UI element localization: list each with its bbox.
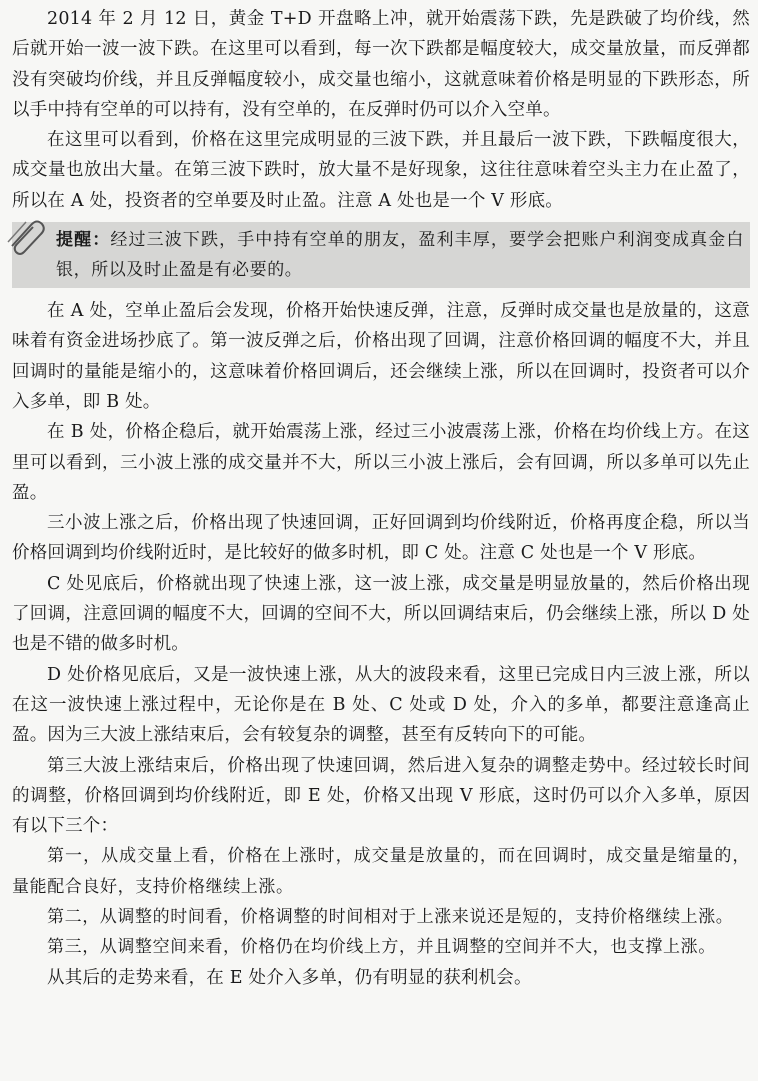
closing-paragraph: 从其后的走势来看，在 E 处介入多单，仍有明显的获利机会。 [47,967,532,988]
paragraph: 第三大波上涨结束后，价格出现了快速回调，然后进入复杂的调整走势中。经过较长时间的调整，价格回调到均价线附近，即 E 处，价格又出现 V 形底，这时仍可以介入多单，原因有以下三个： [12,755,750,837]
tip-text: 经过三波下跌，手中持有空单的朋友，盈利丰厚，要学会把账户利润变成真金白银，所以及时止盈是有必要的。 [56,230,744,281]
reason-item: 第三，从调整空间来看，价格仍在均价线上方，并且调整的空间并不大，也支撑上涨。 [47,937,716,958]
paragraph: 在 A 处，空单止盈后会发现，价格开始快速反弹，注意，反弹时成交量也是放量的，这意味着有资金进场抄底了。第一波反弹之后，价格出现了回调，注意价格回调的幅度不大，并且回调时的量能是缩小的，这意味着价格回调后，还会继续上涨，所以在回调时，投资者可以介入多单，即 B 处。 [12,301,750,412]
paragraph: 在 B 处，价格企稳后，就开始震荡上涨，经过三小波震荡上涨，价格在均价线上方。在这里可以看到，三小波上涨的成交量并不大，所以三小波上涨后，会有回调，所以多单可以先止盈。 [12,422,750,503]
tip-box [12,222,750,288]
paragraph: 2014 年 2 月 12 日，黄金 T+D 开盘略上冲，就开始震荡下跌，先是跌破了均价线，然后就开始一波一波下跌。在这里可以看到，每一次下跌都是幅度较大，成交量放量，而反弹都没有突破均价线，并且反弹幅度较小，成交量也缩小，这就意味着价格是明显的下跌形态，所以手中持有空单的可以持有，没有空单的，在反弹时仍可以介入空单。 [12,9,750,120]
paragraph: 三小波上涨之后，价格出现了快速回调，正好回调到均价线附近，价格再度企稳，所以当价格回调到均价线附近时，是比较好的做多时机，即 C 处。注意 C 处也是一个 V 形底。 [12,513,750,564]
paragraph: 在这里可以看到，价格在这里完成明显的三波下跌，并且最后一波下跌，下跌幅度很大，成交量也放出大量。在第三波下跌时，放大量不是好现象，这往往意味着空头主力在止盈了，所以在 A 处，投资者的空单要及时止盈。注意 A 处也是一个 V 形底。 [12,130,750,211]
document-page [12,4,750,993]
paragraph: D 处价格见底后，又是一波快速上涨，从大的波段来看，这里已完成日内三波上涨，所以在这一波快速上涨过程中，无论你是在 B 处、C 处或 D 处，介入的多单，都要注意逢高止盈。因为三大波上涨结束后，会有较复杂的调整，甚至有反转向下的可能。 [12,664,750,746]
paperclip-icon [6,216,50,256]
paragraph: C 处见底后，价格就出现了快速上涨，这一波上涨，成交量是明显放量的，然后价格出现了回调，注意回调的幅度不大，回调的空间不大，所以回调结束后，仍会继续上涨，所以 D 处也是不错的做多时机。 [12,573,750,655]
reason-item: 第一，从成交量上看，价格在上涨时，成交量是放量的，而在回调时，成交量是缩量的，量能配合良好，支持价格继续上涨。 [12,846,750,897]
reason-item: 第二，从调整的时间看，价格调整的时间相对于上涨来说还是短的，支持价格继续上涨。 [47,907,734,928]
tip-label: 提醒： [56,230,111,251]
